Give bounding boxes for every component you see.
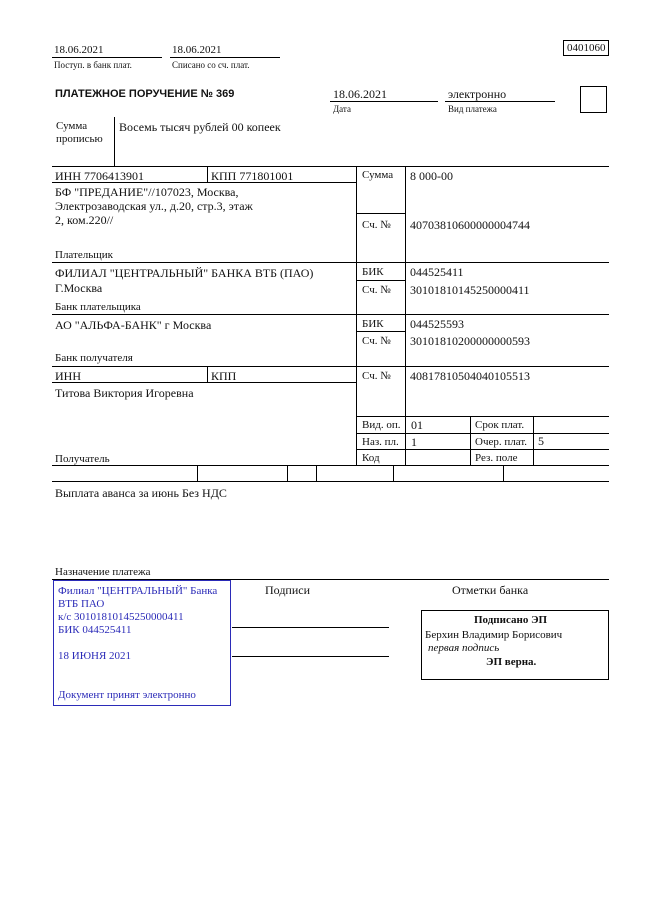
payee-name: Титова Виктория Игоревна <box>55 386 194 400</box>
payee-bank-bik: 044525593 <box>410 317 464 331</box>
purpose-text: Выплата аванса за июнь Без НДС <box>55 486 227 500</box>
payee-inn-label: ИНН <box>55 369 81 383</box>
form-code: 0401060 <box>567 42 606 54</box>
payee-bank-name: АО "АЛЬФА-БАНК" г Москва <box>55 318 212 332</box>
e-signature-role: первая подпись <box>428 642 500 654</box>
payee-bank-label: Банк получателя <box>55 352 133 364</box>
payer-name-line-2: Электрозаводская ул., д.20, стр.3, этаж <box>55 199 253 213</box>
document-title: ПЛАТЕЖНОЕ ПОРУЧЕНИЕ № 369 <box>55 88 235 100</box>
status-box <box>580 86 607 113</box>
payee-kpp-label: КПП <box>211 369 237 383</box>
payee-bank-acc: 30101810200000000593 <box>410 334 530 348</box>
debited-date: 18.06.2021 <box>172 44 222 56</box>
payment-type-label: Вид платежа <box>448 104 497 114</box>
e-signature-signer: Берхин Владимир Борисович <box>425 629 563 641</box>
naz-pl-label: Наз. пл. <box>362 436 399 448</box>
vid-op-value: 01 <box>411 418 423 432</box>
payer-bank-acc-label: Сч. № <box>362 284 391 296</box>
amount-words-label-1: Сумма <box>56 120 88 132</box>
received-date: 18.06.2021 <box>54 44 104 56</box>
payer-label: Плательщик <box>55 249 113 261</box>
kod-label: Код <box>362 452 380 464</box>
payer-bank-label: Банк плательщика <box>55 301 141 313</box>
e-signature-status: ЭП верна. <box>486 656 537 668</box>
amount-label: Сумма <box>362 169 394 181</box>
amount-words-label-2: прописью <box>56 133 103 145</box>
purpose-label: Назначение платежа <box>55 566 151 578</box>
payee-bank-bik-label: БИК <box>362 318 384 330</box>
stamp-footer: Документ принят электронно <box>58 689 196 701</box>
payer-account-value: 40703810600000004744 <box>410 218 530 232</box>
stamp-line-3: к/с 30101810145250000411 <box>58 611 184 623</box>
e-signature-box <box>421 610 609 680</box>
amount-words-value: Восемь тысяч рублей 00 копеек <box>119 120 281 134</box>
stamp-line-4: БИК 044525411 <box>58 624 132 636</box>
signatures-label: Подписи <box>265 583 311 597</box>
ocher-label: Очер. плат. <box>475 436 528 448</box>
e-signature-title: Подписано ЭП <box>474 614 548 626</box>
payment-type: электронно <box>448 87 507 101</box>
received-label: Поступ. в банк плат. <box>54 60 132 70</box>
payer-bank-name: ФИЛИАЛ "ЦЕНТРАЛЬНЫЙ" БАНКА ВТБ (ПАО) <box>55 266 314 280</box>
stamp-line-1: Филиал "ЦЕНТРАЛЬНЫЙ" Банка <box>58 585 218 597</box>
naz-pl-value: 1 <box>411 435 417 449</box>
payer-bank-city: Г.Москва <box>55 281 103 295</box>
payee-acc-label: Сч. № <box>362 370 391 382</box>
bank-stamp <box>53 580 231 706</box>
payer-account-label: Сч. № <box>362 219 391 231</box>
form-code-box <box>563 40 609 56</box>
srok-label: Срок плат. <box>475 419 525 431</box>
debited-label: Списано со сч. плат. <box>172 60 250 70</box>
amount-value: 8 000-00 <box>410 169 453 183</box>
payer-bank-bik: 044525411 <box>410 265 464 279</box>
payer-bank-bik-label: БИК <box>362 266 384 278</box>
bank-marks-label: Отметки банка <box>452 583 529 597</box>
payer-inn: ИНН 7706413901 <box>55 169 144 183</box>
payee-bank-acc-label: Сч. № <box>362 335 391 347</box>
payer-name-line-3: 2, ком.220// <box>55 213 114 227</box>
payee-acc: 40817810504040105513 <box>410 369 530 383</box>
payer-bank-acc: 30101810145250000411 <box>410 283 530 297</box>
stamp-date: 18 ИЮНЯ 2021 <box>58 650 132 662</box>
document-date-label: Дата <box>333 104 351 114</box>
payer-name-line-1: БФ "ПРЕДАНИЕ"//107023, Москва, <box>55 185 239 199</box>
payee-label: Получатель <box>55 453 110 465</box>
stamp-line-2: ВТБ ПАО <box>58 598 105 610</box>
vid-op-label: Вид. оп. <box>362 419 401 431</box>
document-date: 18.06.2021 <box>333 87 387 101</box>
rez-label: Рез. поле <box>475 452 518 464</box>
payer-kpp: КПП 771801001 <box>211 169 294 183</box>
ocher-value: 5 <box>538 434 544 448</box>
